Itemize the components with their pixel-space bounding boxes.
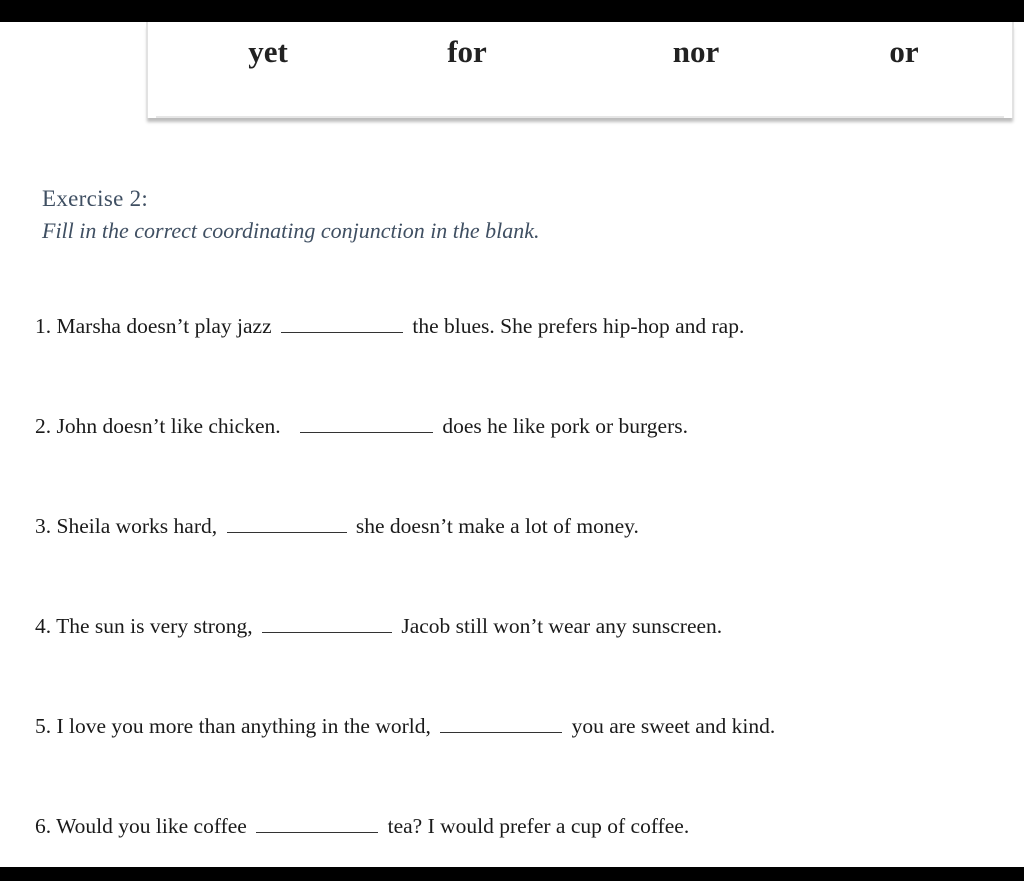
question-2 <box>35 414 688 439</box>
question-4-text-before: 4. The sun is very strong, <box>35 614 253 638</box>
exercise-instruction: Fill in the correct coordinating conjunction in the blank. <box>42 218 540 243</box>
question-3-text-before: 3. Sheila works hard, <box>35 514 218 538</box>
question-2-text-before: 2. John doesn’t like chicken. <box>35 414 281 438</box>
question-6-blank[interactable] <box>256 831 378 833</box>
word-bank-yet: yet <box>248 34 288 69</box>
word-bank-or: or <box>889 34 919 69</box>
question-3 <box>35 514 639 539</box>
word-bank-nor: nor <box>672 34 720 69</box>
question-2-blank[interactable] <box>300 431 433 433</box>
question-4-text-after: Jacob still won’t wear any sunscreen. <box>401 614 723 638</box>
question-5-blank[interactable] <box>440 731 562 733</box>
word-bank-divider <box>156 116 1004 118</box>
question-5 <box>35 714 775 739</box>
question-4-blank[interactable] <box>262 631 392 633</box>
question-5-text-after: you are sweet and kind. <box>571 714 776 738</box>
question-6-text-after: tea? I would prefer a cup of coffee. <box>387 814 690 838</box>
question-6 <box>35 814 689 839</box>
question-1 <box>35 314 744 339</box>
question-4 <box>35 614 722 639</box>
word-bank-for: for <box>447 34 487 69</box>
question-5-text-before: 5. I love you more than anything in the world, <box>35 714 431 738</box>
word-bank-box <box>146 22 1014 118</box>
question-3-text-after: she doesn’t make a lot of money. <box>355 514 639 538</box>
question-1-blank[interactable] <box>281 331 403 333</box>
question-3-blank[interactable] <box>227 531 347 533</box>
worksheet-page <box>0 22 1024 867</box>
exercise-title: Exercise 2: <box>42 186 149 211</box>
question-6-text-before: 6. Would you like coffee <box>35 814 247 838</box>
question-1-text-before: 1. Marsha doesn’t play jazz <box>35 314 272 338</box>
question-1-text-after: the blues. She prefers hip-hop and rap. <box>412 314 745 338</box>
question-2-text-after: does he like pork or burgers. <box>442 414 688 438</box>
